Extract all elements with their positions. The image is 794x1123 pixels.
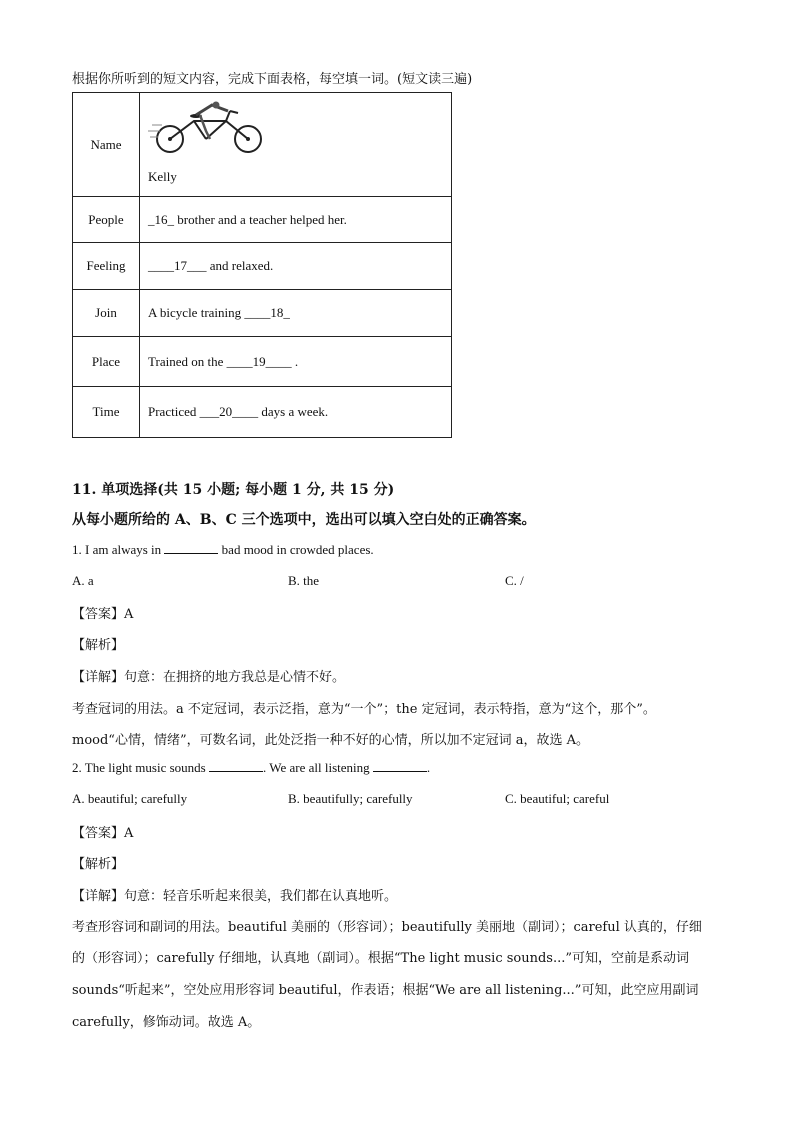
option-c: C. beautiful; careful — [505, 791, 610, 806]
table-row — [73, 197, 452, 243]
option-a: A. beautiful; carefully — [72, 791, 188, 806]
option-b: B. the — [288, 573, 320, 588]
name-value: Kelly — [148, 169, 177, 184]
answer-blank — [164, 542, 218, 554]
row-label: Place — [73, 337, 140, 387]
row-value: A bicycle training ____18_ — [140, 290, 452, 337]
answer-label: 【答案】A — [72, 826, 134, 841]
row-label: Join — [73, 290, 140, 337]
row-label: Name — [73, 93, 140, 197]
table-row — [73, 243, 452, 290]
analysis-label: 【解析】 — [72, 857, 125, 872]
option-a: A. a — [72, 573, 94, 588]
explanation-line: sounds“听起来”，空处应用形容词 beautiful，作表语；根据“We are all listening...”可知，此空应用副词 — [72, 983, 699, 998]
explanation-line: 的（形容词）；carefully 仔细地，认真地（副词）。根据“The light music sounds...”可知，空前是系动词 — [72, 951, 690, 966]
detail-text: 【详解】句意：轻音乐听起来很美，我们都在认真地听。 — [72, 889, 398, 904]
explanation-line: carefully，修饰动词。故选 A。 — [72, 1015, 261, 1030]
analysis-label: 【解析】 — [72, 638, 125, 653]
listening-table — [72, 92, 452, 438]
answer-blank — [373, 760, 427, 772]
stem-part: . We are all listening — [262, 760, 370, 775]
section-instruction: 从每小题所给的 A、B、C 三个选项中，选出可以填入空白处的正确答案。 — [72, 512, 536, 528]
row-value: Trained on the ____19____ . — [140, 337, 452, 387]
row-label: People — [73, 197, 140, 243]
row-value: _16_ brother and a teacher helped her. — [140, 197, 452, 243]
stem-part: 1. I am always in — [72, 542, 162, 557]
explanation-line: mood“心情，情绪”，可数名词，此处泛指一种不好的心情，所以加不定冠词 a，故选 A。 — [72, 733, 589, 748]
option-b: B. beautifully; carefully — [288, 791, 413, 806]
detail-text: 【详解】句意：在拥挤的地方我总是心情不好。 — [72, 670, 346, 685]
row-label: Time — [73, 387, 140, 438]
row-value: ____17___ and relaxed. — [140, 243, 452, 290]
stem-part: bad mood in crowded places. — [221, 542, 374, 557]
stem-part: 2. The light music sounds — [72, 760, 206, 775]
listening-instruction: 根据你所听到的短文内容，完成下面表格，每空填一词。(短文读三遍) — [72, 72, 473, 87]
table-row — [73, 290, 452, 337]
explanation-line: 考查冠词的用法。a 不定冠词，表示泛指，意为“一个”；the 定冠词，表示特指，意为“这个，那个”。 — [72, 702, 656, 717]
cyclist-icon — [148, 101, 272, 153]
option-c: C. / — [505, 573, 524, 588]
answer-label: 【答案】A — [72, 607, 134, 622]
answer-blank — [209, 760, 263, 772]
table-row — [73, 387, 452, 438]
explanation-line: 考查形容词和副词的用法。beautiful 美丽的（形容词）；beautifully 美丽地（副词）；careful 认真的，仔细 — [72, 920, 702, 935]
row-label: Feeling — [73, 243, 140, 290]
name-cell — [140, 93, 452, 197]
stem-part: . — [426, 760, 431, 775]
question-1-stem — [72, 542, 374, 558]
question-2-stem — [72, 760, 430, 776]
table-row — [73, 337, 452, 387]
table-row — [73, 93, 452, 197]
row-value: Practiced ___20____ days a week. — [140, 387, 452, 438]
section-title: 11. 单项选择(共 15 小题; 每小题 1 分, 共 15 分) — [72, 482, 395, 498]
